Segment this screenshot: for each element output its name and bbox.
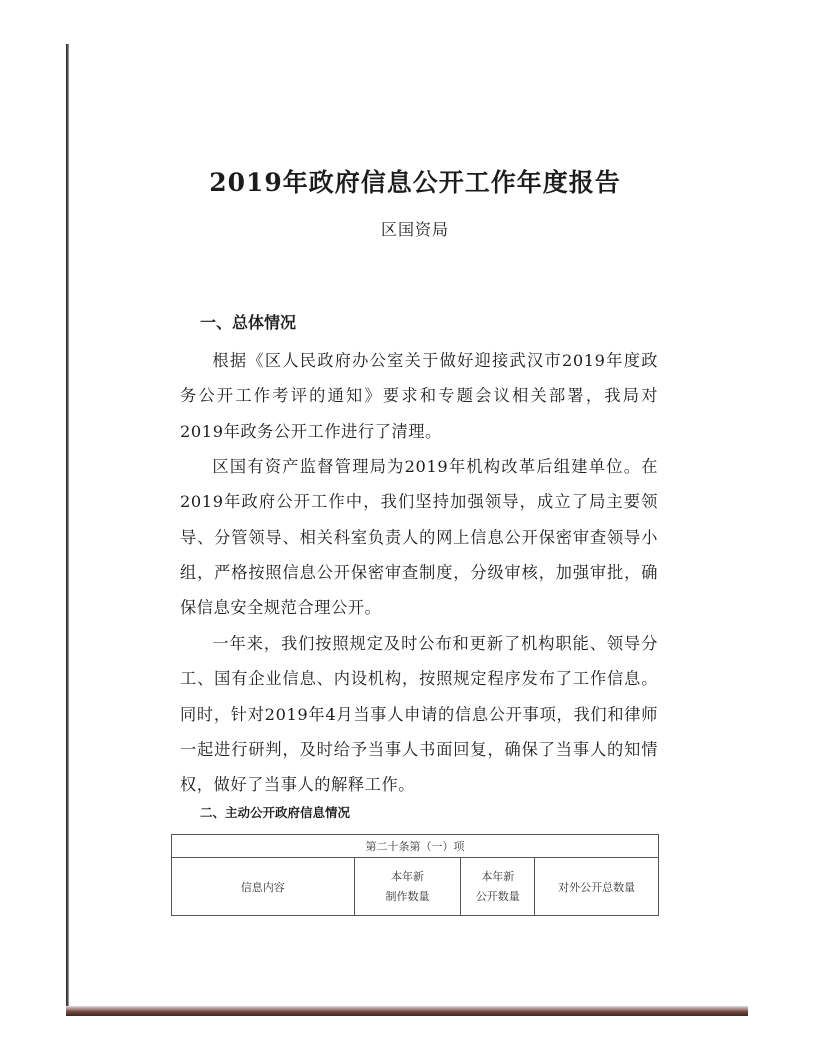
table-col-new-published bbox=[461, 858, 535, 916]
table-col-new-published-line1: 本年新 bbox=[481, 869, 515, 883]
table-col-new-produced-line2: 制作数量 bbox=[385, 889, 430, 903]
document-title: 2019年政府信息公开工作年度报告 bbox=[209, 168, 621, 197]
document-subtitle: 区国资局 bbox=[380, 220, 449, 239]
paragraph-1: 根据《区人民政府办公室关于做好迎接武汉市2019年度政务公开工作考评的通知》要求和专题会议相关部署，我局对2019年政务公开工作进行了清理。 bbox=[180, 351, 658, 441]
paragraph-3: 一年来，我们按照规定及时公布和更新了机构职能、领导分工、国有企业信息、内设机构，按照规定程序发布了工作信息。同时，针对2019年4月当事人申请的信息公开事项，我们和律师一起进行研判，及时给予当事人书面回复，确保了当事人的知情权，做好了当事人的解释工作。 bbox=[180, 634, 658, 795]
table-header-row bbox=[172, 835, 659, 858]
page-bottom-edge-shadow bbox=[66, 1006, 748, 1016]
table-column-row bbox=[172, 858, 659, 916]
table-col-total-published: 对外公开总数量 bbox=[535, 858, 659, 916]
page-left-edge-shadow bbox=[66, 44, 69, 1016]
table-col-new-produced bbox=[354, 858, 461, 916]
paragraph-2: 区国有资产监督管理局为2019年机构改革后组建单位。在2019年政府公开工作中，我们坚持加强领导，成立了局主要领导、分管领导、相关科室负责人的网上信息公开保密审查领导小组，严格按照信息公开保密审查制度，分级审核，加强审批，确保信息安全规范合理公开。 bbox=[180, 457, 658, 618]
table-col-new-produced-line1: 本年新 bbox=[391, 869, 424, 883]
table-group-header: 第二十条第（一）项 bbox=[172, 835, 659, 858]
section-heading-overview: 一、总体情况 bbox=[200, 313, 297, 332]
table-col-new-published-line2: 公开数量 bbox=[475, 889, 520, 903]
disclosure-table bbox=[171, 834, 659, 916]
section-heading-active-disclosure: 二、主动公开政府信息情况 bbox=[200, 805, 351, 820]
table-col-info-content: 信息内容 bbox=[172, 858, 355, 916]
